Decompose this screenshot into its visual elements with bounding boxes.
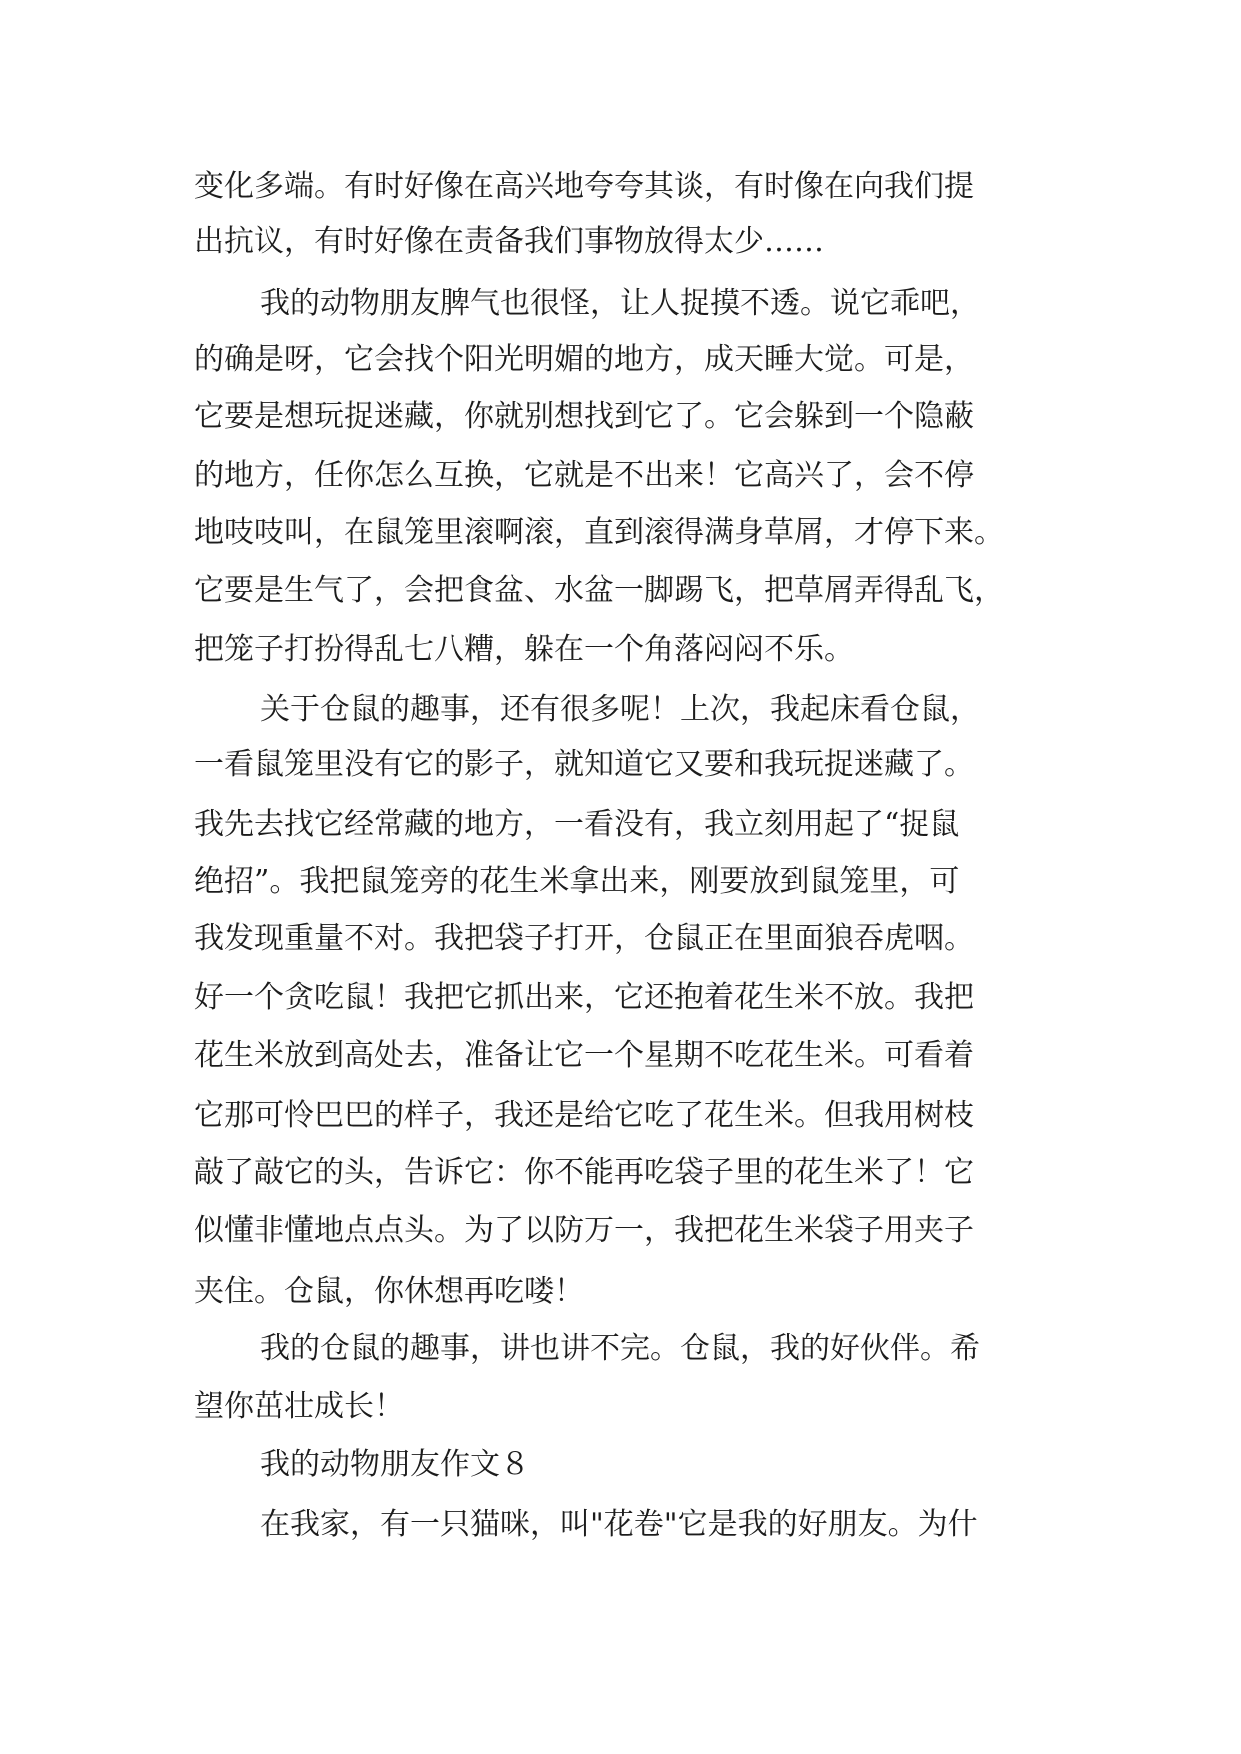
text-line: 似懂非懂地点点头。为了以防万一，我把花生米袋子用夹子 [194, 1213, 974, 1248]
paragraph-start-line: 在我家，有一只猫咪，叫"花卷"它是我的好朋友。为什 [260, 1507, 978, 1542]
text-line: 夹住。仓鼠，你休想再吃喽！ [194, 1274, 584, 1309]
text-line: 敲了敲它的头，告诉它：你不能再吃袋子里的花生米了！它 [194, 1155, 974, 1190]
text-line: 绝招”。我把鼠笼旁的花生米拿出来，刚要放到鼠笼里，可 [194, 864, 960, 899]
text-line: 望你茁壮成长！ [194, 1389, 404, 1424]
paragraph-start-line: 我的动物朋友脾气也很怪，让人捉摸不透。说它乖吧， [260, 286, 980, 321]
text-line: 好一个贪吃鼠！我把它抓出来，它还抱着花生米不放。我把 [194, 980, 974, 1015]
text-line: 变化多端。有时好像在高兴地夸夸其谈，有时像在向我们提 [194, 169, 974, 204]
text-line: 它要是想玩捉迷藏，你就别想找到它了。它会躲到一个隐蔽 [194, 399, 974, 434]
section-heading: 我的动物朋友作文８ [260, 1447, 530, 1482]
text-line: 花生米放到高处去，准备让它一个星期不吃花生米。可看着 [194, 1038, 974, 1073]
text-line: 的地方，任你怎么互换，它就是不出来！它高兴了，会不停 [194, 458, 974, 493]
text-line: 一看鼠笼里没有它的影子，就知道它又要和我玩捉迷藏了。 [194, 747, 974, 782]
paragraph-start-line: 我的仓鼠的趣事，讲也讲不完。仓鼠，我的好伙伴。希 [260, 1331, 980, 1366]
paragraph-start-line: 关于仓鼠的趣事，还有很多呢！上次，我起床看仓鼠， [260, 692, 980, 727]
text-line: 它要是生气了，会把食盆、水盆一脚踢飞，把草屑弄得乱飞， [194, 573, 1004, 608]
text-line: 把笼子打扮得乱七八糟，躲在一个角落闷闷不乐。 [194, 632, 854, 667]
text-line: 我先去找它经常藏的地方，一看没有，我立刻用起了“捉鼠 [194, 807, 960, 842]
text-line: 它那可怜巴巴的样子，我还是给它吃了花生米。但我用树枝 [194, 1098, 974, 1133]
text-line: 我发现重量不对。我把袋子打开，仓鼠正在里面狼吞虎咽。 [194, 921, 974, 956]
text-line: 的确是呀，它会找个阳光明媚的地方，成天睡大觉。可是， [194, 342, 974, 377]
text-line: 地吱吱叫，在鼠笼里滚啊滚，直到滚得满身草屑，才停下来。 [194, 515, 1004, 550]
text-line: 出抗议，有时好像在责备我们事物放得太少…… [194, 224, 824, 259]
